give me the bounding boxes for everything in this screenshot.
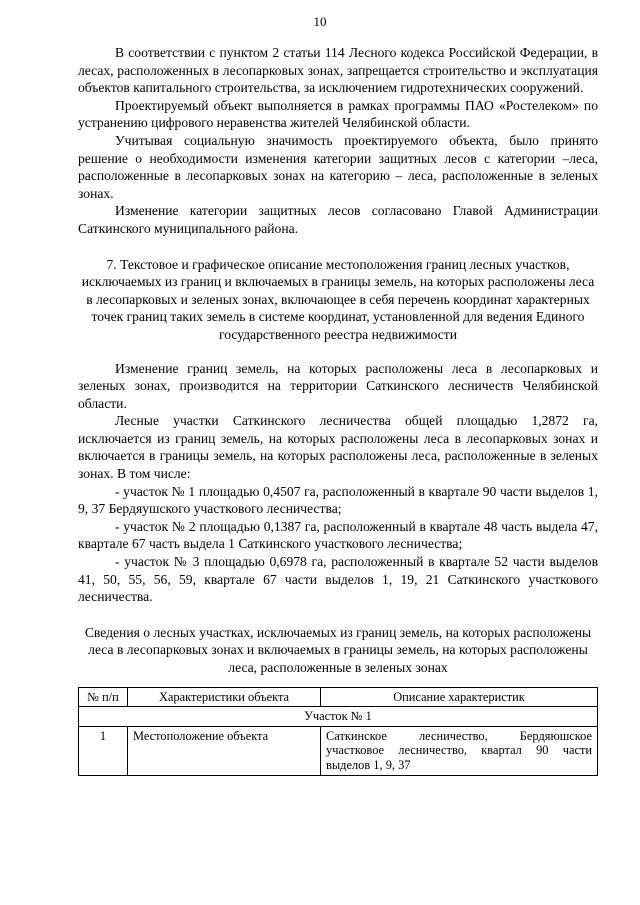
- document-body: [78, 44, 598, 776]
- table-heading: Сведения о лесных участках, исключаемых из границ земель, на которых расположены леса в лесопарковых зонах и включаемых в границы земель, на которых расположены леса, расположенные в зеленых зонах: [84, 624, 592, 675]
- table-section-row: [79, 707, 598, 727]
- table-row: [79, 726, 598, 775]
- list-item-plot-2: - участок № 2 площадью 0,1387 га, расположенный в квартале 48 часть выдела 47, квартале 67 часть выдела 1 Саткинского участкового лесничества;: [78, 518, 598, 552]
- paragraph-forest-plots: Лесные участки Саткинского лесничества общей площадью 1,2872 га, исключается из границ земель, на которых расположены леса в лесопарковых зонах и включается в границы земель, на которых расположены леса, расположенные в зеленых зонах. В том числе:: [78, 413, 598, 482]
- row-number: 1: [79, 726, 128, 775]
- row-characteristic: Местоположение объекта: [128, 726, 321, 775]
- paragraph-forest-code: В соответствии с пунктом 2 статьи 114 Лесного кодекса Российской Федерации, в лесах, расположенных в лесопарковых зонах, запрещается строительство и эксплуатация объектов капитального строительства, за исключением гидротехнических сооружений.: [78, 45, 598, 96]
- plots-table: [78, 687, 598, 776]
- paragraph-decision: Учитывая социальную значимость проектируемого объекта, было принято решение о необходимости изменения категории защитных лесов с категории –леса, расположенные в лесопарковых зонах на категорию – леса, расположенные в зеленых зонах.: [78, 132, 598, 201]
- list-item-plot-1: - участок № 1 площадью 0,4507 га, расположенный в квартале 90 части выделов 1, 9, 37 Бердяушского участкового лесничества;: [78, 483, 598, 517]
- header-characteristic: Характеристики объекта: [128, 687, 321, 707]
- list-item-plot-3: - участок № 3 площадью 0,6978 га, расположенный в квартале 52 части выделов 41, 50, 55, 56, 59, квартале 67 части выделов 1, 19, 21 Саткинского участкового лесничества.: [78, 554, 598, 605]
- paragraph-approval: Изменение категории защитных лесов согласовано Главой Администрации Саткинского муниципального района.: [78, 203, 598, 236]
- section-label: Участок № 1: [79, 707, 598, 727]
- paragraph-boundary-change: Изменение границ земель, на которых расположены леса в лесопарковых и зеленых зонах, производится на территории Саткинского лесничеств Челябинской области.: [78, 360, 598, 411]
- table-header-row: [79, 687, 598, 707]
- page-number: 10: [313, 14, 327, 29]
- paragraph-program: Проектируемый объект выполняется в рамках программы ПАО «Ростелеком» по устранению цифрового неравенства жителей Челябинской области.: [78, 97, 598, 131]
- row-description: Саткинское лесничество, Бердяюшское участковое лесничество, квартал 90 части выделов 1, 9, 37: [321, 726, 598, 775]
- header-description: Описание характеристик: [321, 687, 598, 707]
- header-number: № п/п: [79, 687, 128, 707]
- section-heading: 7. Текстовое и графическое описание местоположения границ лесных участков, исключаемых из границ и включаемых в границы земель, на которых расположены леса в лесопарковых и зеленых зонах, включающее в себя перечень координат характерных точек границ таких земель в системе координат, установленной для ведения Единого государственного реестра недвижимости: [81, 256, 595, 342]
